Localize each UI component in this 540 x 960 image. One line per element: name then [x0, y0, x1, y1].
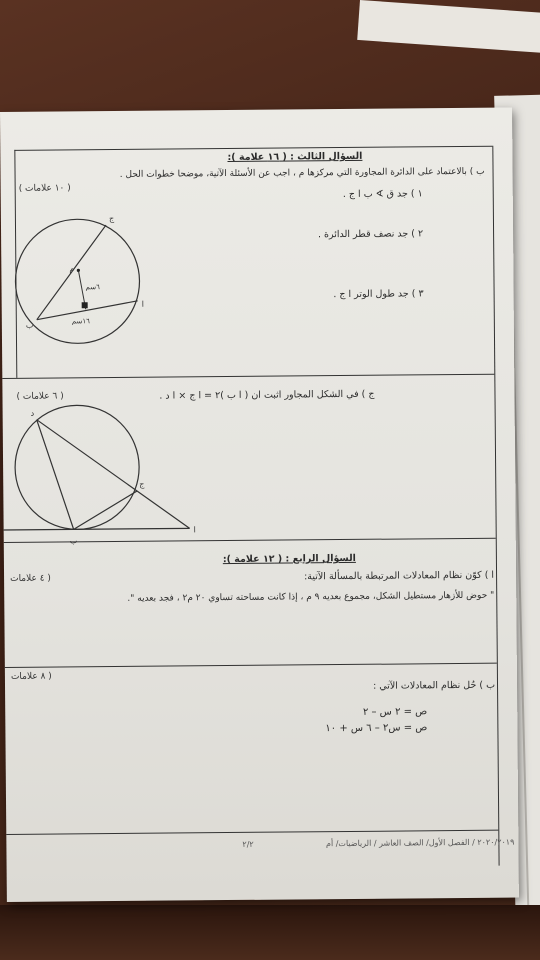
- q4-a-text: ا ) كوّن نظام المعادلات المرتبطة بالمسألة الآتية:: [304, 569, 495, 583]
- label-a-fig2: ا: [193, 525, 196, 535]
- footer-info: ٢٠٢٠/٢٠١٩ / الفصل الأول/ الصف العاشر / الرياضيات/ أم: [325, 837, 515, 849]
- chord-db: [37, 419, 74, 529]
- label-d-fig2: د: [30, 408, 35, 418]
- circle-figure-1: [11, 209, 152, 350]
- q3-heading: السؤال الثالث : ( ١٦ علامة ):: [227, 150, 363, 164]
- q4-heading: السؤال الرابع : ( ١٢ علامة ):: [222, 552, 356, 566]
- right-border: [492, 146, 499, 866]
- q3-b-item1: ١ ) جد ق ∢ ب ا ج .: [342, 188, 423, 201]
- q4-b-marks: ( ٨ علامات: [10, 671, 52, 682]
- label-a-fig1: ا: [141, 299, 144, 309]
- divider-3: [5, 663, 497, 668]
- label-c-fig2: ج: [139, 479, 145, 489]
- divider-1: [2, 374, 494, 379]
- q3-b-item2: ٢ ) جد نصف قطر الدائرة .: [317, 228, 424, 241]
- q3-b-item3: ٣ ) جد طول الوتر ا ج .: [333, 288, 424, 301]
- table-edge: [0, 905, 540, 960]
- page-number: ٢/٢: [242, 839, 254, 849]
- top-border: [14, 146, 492, 151]
- q3-c-marks: ( ٦ علامات ): [16, 391, 64, 402]
- equation-2: ص = س٢ – ٦ س + ١٠: [325, 722, 428, 735]
- label-6cm: ٦سم: [85, 283, 100, 292]
- circle-2: [15, 405, 140, 530]
- q4-a-marks: ( ٤ علامات: [10, 573, 51, 584]
- q3-c-text: ج ) في الشكل المجاور اثبت ان ( ا ب )٢ = ا ج × ا د .: [159, 388, 375, 402]
- q4-a-problem: " حوض للأزهار مستطيل الشكل، مجموع بعديه ٩ م ، إذا كانت مساحته تساوي ٢٠ م٢ ، فجد بعديه ".: [127, 590, 495, 604]
- secant-line: [37, 418, 190, 529]
- label-center: م: [69, 264, 75, 274]
- q3-b-marks: ( ١٠ علامات ): [18, 183, 71, 194]
- divider-4: [6, 830, 498, 835]
- tangent-line: [4, 528, 190, 530]
- center-point: [77, 269, 80, 272]
- q4-b-text: ب ) حُل نظام المعادلات الآتي :: [373, 679, 496, 692]
- label-b-fig1: ب: [25, 320, 34, 330]
- circle-figure-2: [2, 396, 203, 548]
- chord-bc: [73, 491, 137, 530]
- exam-sheet: [0, 108, 519, 902]
- right-angle-marker: [82, 302, 88, 308]
- q3-b-intro: ب ) بالاعتماد على الدائرة المجاورة التي مركزها م ، اجب عن الأسئلة الآتية، موضحا خطوات الحل .: [119, 166, 485, 180]
- label-c-fig1: ج: [108, 214, 115, 224]
- label-b-fig2: ب: [69, 536, 78, 546]
- label-16cm: ١٦سم: [71, 317, 90, 326]
- equation-1: ص = ٢ س – ٢: [362, 706, 428, 718]
